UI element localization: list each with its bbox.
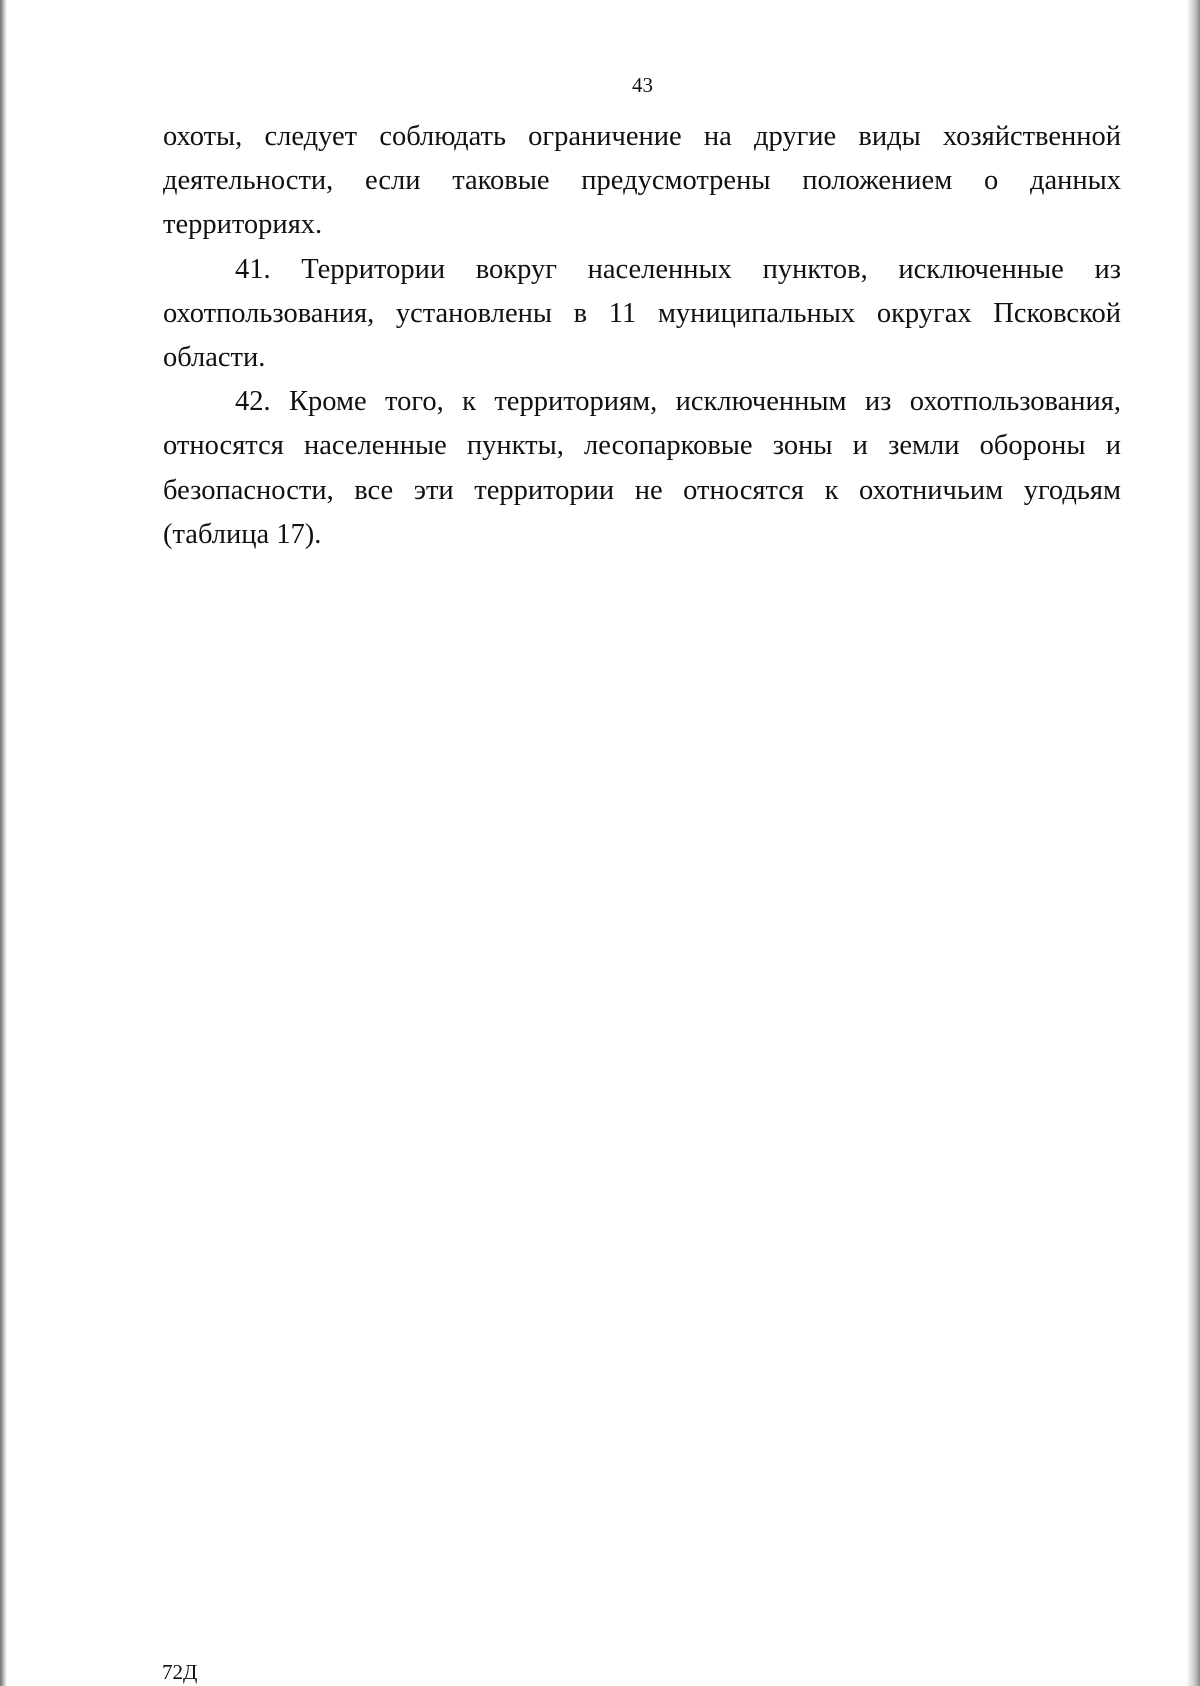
scan-edge-left — [0, 0, 7, 1686]
body-text — [163, 115, 1121, 557]
footer-code: 72Д — [162, 1660, 198, 1684]
paragraph-continuation: охоты, следует соблюдать ограничение на другие виды хозяйственной деятельности, если таковые предусмотрены положением о данных территориях. — [163, 121, 1121, 241]
paragraph-41: 41. Территории вокруг населенных пунктов, исключенные из охотпользования, установлены в 11 муниципальных округах Псковской области. — [163, 253, 1121, 374]
paragraph-42: 42. Кроме того, к территориям, исключенным из охотпользования, относятся населенные пункты, лесопарковые зоны и земли обороны и безопасности, все эти территории не относятся к охотничьим угодьям (таблица 17). — [163, 386, 1121, 550]
scan-edge-right — [1186, 0, 1200, 1686]
page-number: 43 — [632, 73, 653, 97]
